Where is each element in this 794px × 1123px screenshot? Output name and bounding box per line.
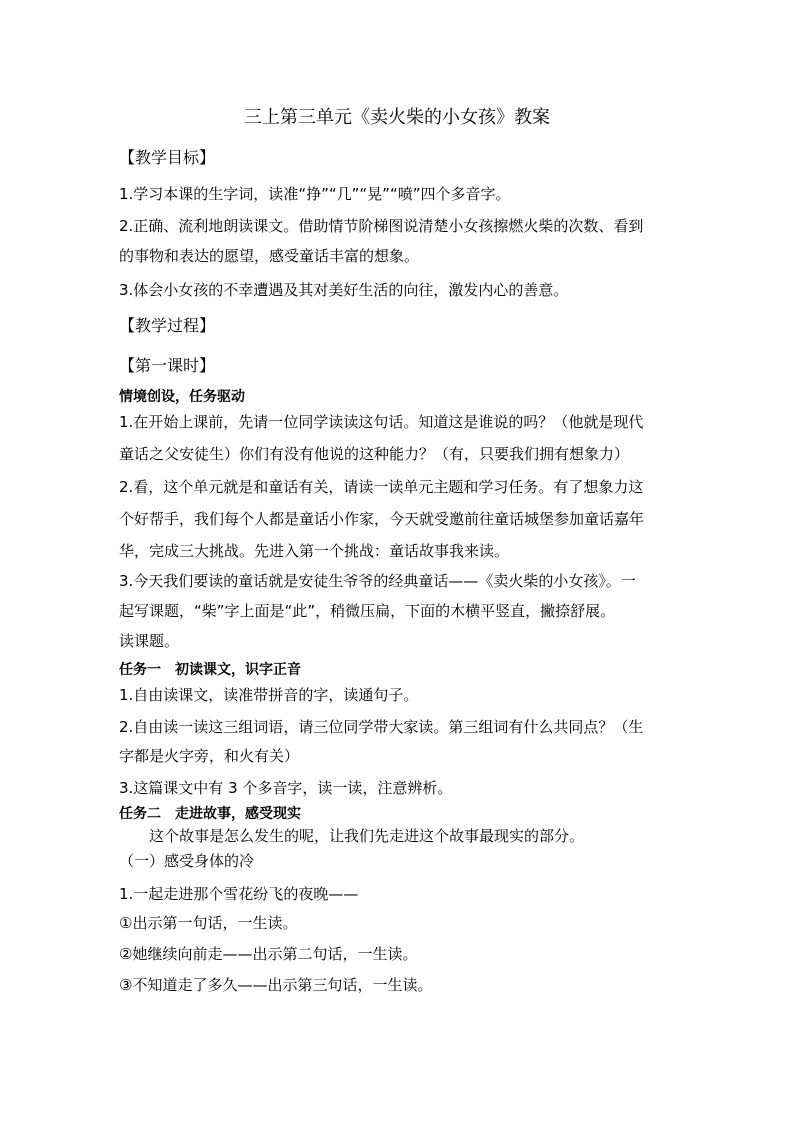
intro-line: 3.今天我们要读的童话就是安徒生爷爷的经典童话——《卖火柴的小女孩》。一 [119, 572, 636, 590]
lesson1-heading: 【第一课时】 [119, 356, 216, 375]
task1-line: 3.这篇课文中有 3 个多音字，读一读，注意辨析。 [119, 779, 453, 797]
task2-part1: （一）感受身体的冷 [119, 852, 255, 870]
goal-line: 1.学习本课的生字词，读准“挣”“几”“晃”“喷”四个多音字。 [119, 185, 511, 203]
intro-line: 1.在开始上课前，先请一位同学读读这句话。知道这是谁说的吗？（他就是现代 [119, 413, 644, 431]
goal-line: 2.正确、流利地朗读课文。借助情节阶梯图说清楚小女孩擦燃火柴的次数、看到 [119, 217, 644, 235]
task2-heading: 任务二 走进故事，感受现实 [119, 806, 301, 822]
task2-intro: 这个故事是怎么发生的呢，让我们先走进这个故事最现实的部分。 [149, 827, 585, 845]
task2-line: ①出示第一句话，一生读。 [119, 914, 298, 932]
intro-heading: 情境创设，任务驱动 [119, 389, 245, 405]
task1-line: 1.自由读课文，读准带拼音的字，读通句子。 [119, 686, 419, 704]
goal-line: 的事物和表达的愿望，感受童话丰富的想象。 [119, 247, 420, 265]
task1-line: 2.自由读一读这三组词语，请三位同学带大家读。第三组词有什么共同点？（生 [119, 718, 644, 736]
process-heading: 【教学过程】 [119, 316, 216, 335]
intro-line: 华，完成三大挑战。先进入第一个挑战：童话故事我来读。 [119, 542, 510, 560]
task1-line: 字都是火字旁，和火有关） [119, 747, 300, 765]
intro-line: 起写课题，“柴”字上面是“此”，稍微压扁，下面的木横平竖直，撇捺舒展。 [119, 602, 616, 620]
intro-line: 2.看，这个单元就是和童话有关，请读一读单元主题和学习任务。有了想象力这 [119, 478, 644, 496]
task2-line: ③不知道走了多久——出示第三句话，一生读。 [119, 976, 433, 994]
task1-heading: 任务一 初读课文，识字正音 [119, 662, 301, 678]
intro-line: 读课题。 [119, 632, 180, 650]
intro-line: 童话之父安徒生）你们有没有他说的这种能力？（有，只要我们拥有想象力） [119, 445, 630, 463]
goals-heading: 【教学目标】 [119, 148, 216, 167]
task2-line: 1.一起走进那个雪花纷飞的夜晚—— [119, 885, 359, 903]
intro-line: 个好帮手，我们每个人都是童话小作家，今天就受邀前往童话城堡参加童话嘉年 [119, 510, 645, 528]
task2-line: ②她继续向前走——出示第二句话，一生读。 [119, 945, 418, 963]
page-title: 三上第三单元《卖火柴的小女孩》教案 [244, 107, 550, 128]
goal-line: 3.体会小女孩的不幸遭遇及其对美好生活的向往，激发内心的善意。 [119, 281, 569, 299]
